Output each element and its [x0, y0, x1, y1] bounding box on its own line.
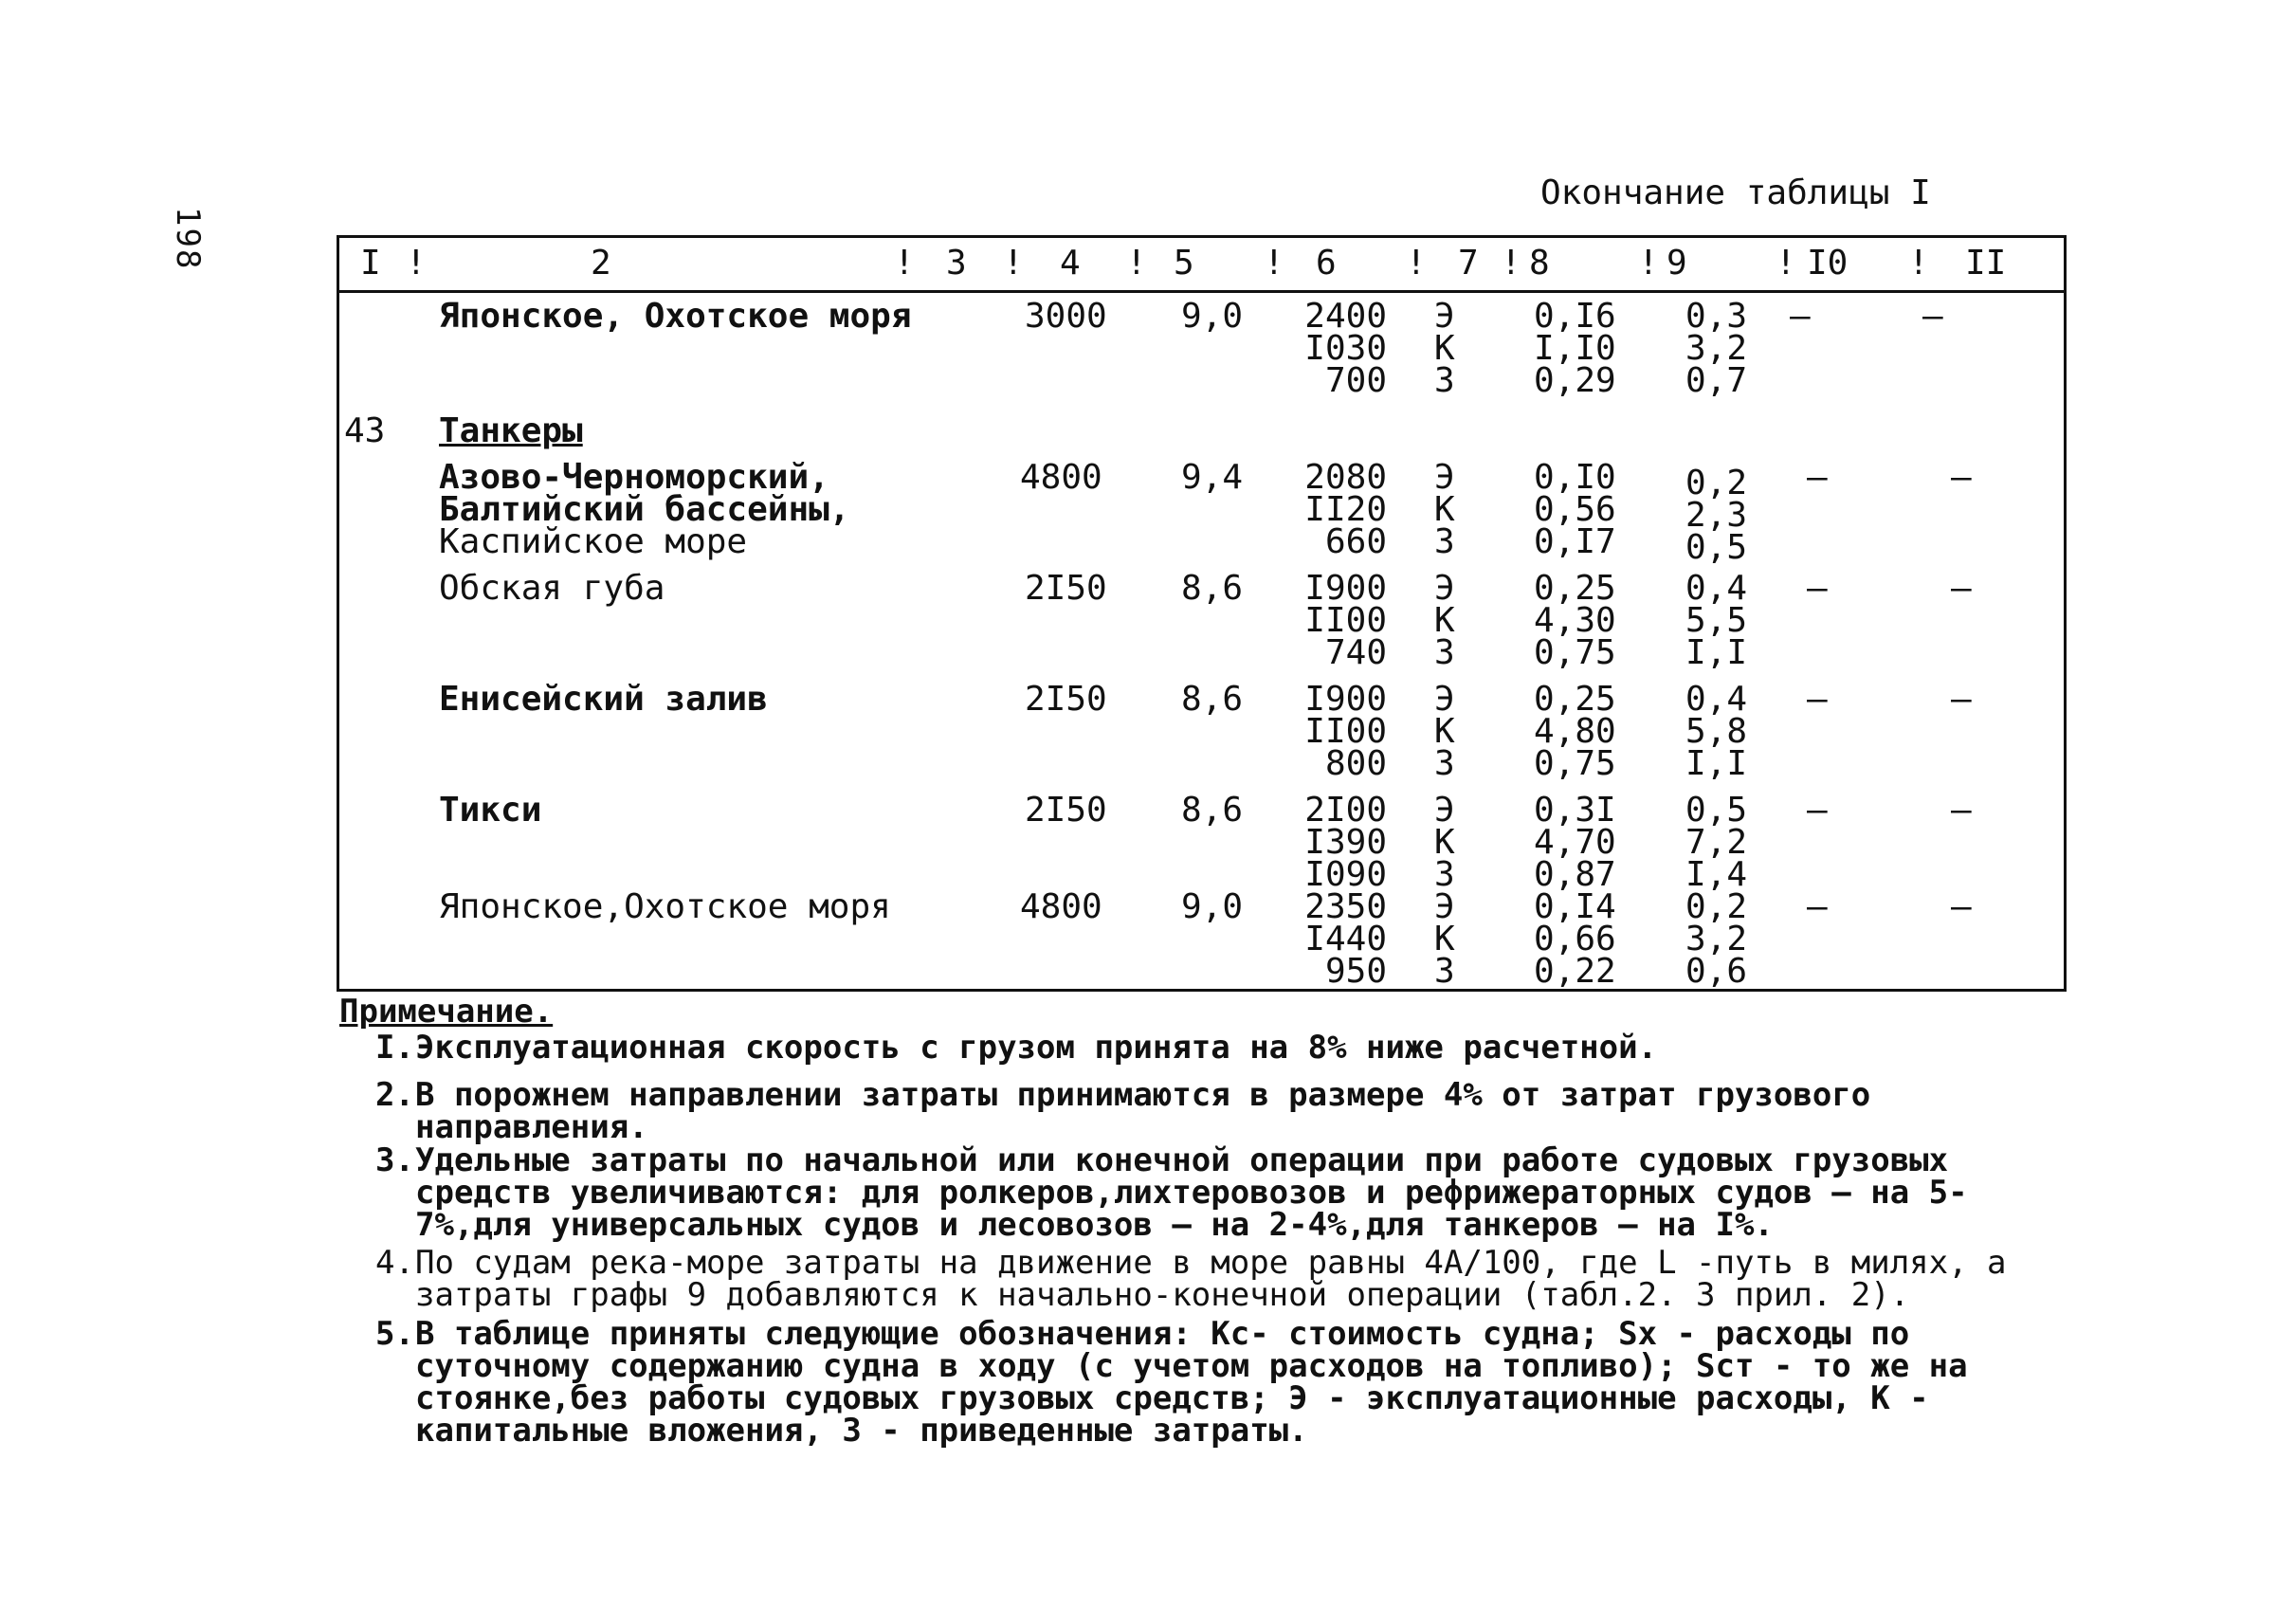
table-header-row: I ! 2 ! 3 ! 4 ! 5 ! 6 ! 7 ! 8 ! 9 ! I0 ! II — [339, 238, 2064, 293]
header-col-10: I0 — [1807, 244, 1849, 283]
header-col-11: II — [1965, 244, 2007, 283]
note-item: 3. Удельные затраты по начальной или конечной операции при работе судовых грузовых средств увеличиваются: для ролкеров,лихтеровозов и рефрижераторных судов – на 5-7%,для универсальных судов и лесовозов – на 2-4%,для танкеров – на I%. — [375, 1141, 1968, 1244]
page-number: 198 — [169, 207, 207, 271]
header-col-9: 9 — [1667, 244, 1687, 283]
group-title: Танкеры — [439, 411, 583, 450]
note-item: 4. По судам река-море затраты на движение в море равны 4A/100, где L -путь в милях, а затраты графы 9 добавляются к начально-конечной операции (табл.2. 3 прил. 2). — [375, 1244, 2007, 1314]
header-col-2: 2 — [591, 244, 611, 283]
header-col-1: I — [360, 244, 381, 283]
table-caption: Окончание таблицы I — [1540, 173, 1931, 212]
header-col-6: 6 — [1316, 244, 1337, 283]
note-item: 5. В таблице приняты следующие обозначения: Кс- стоимость судна; Sх - расходы по суточному содержанию судна в ходу (с учетом расходов на топливо); Sст - то же на стоянке,без работы судовых грузовых средств; Э - эксплуатационные расходы, К - капитальные вложения, З - приведенные затраты. — [375, 1315, 1968, 1450]
header-col-5: 5 — [1174, 244, 1194, 283]
note-item: I. Эксплуатационная скорость с грузом принята на 8% ниже расчетной. — [375, 1029, 1658, 1067]
header-col-4: 4 — [1060, 244, 1081, 283]
header-col-8: 8 — [1529, 244, 1550, 283]
note-item: 2. В порожнем направлении затраты принимаются в размере 4% от затрат грузового направления. — [375, 1076, 1871, 1146]
notes-title: Примечание. — [339, 993, 554, 1031]
group-number: 43 — [344, 411, 386, 450]
header-col-3: 3 — [946, 244, 967, 283]
data-table: I ! 2 ! 3 ! 4 ! 5 ! 6 ! 7 ! 8 ! 9 ! I0 ! II Японское, Охотское моря 3000 9,0 2400 I030 700 Э К З 0,I6 I,I0 0,29 0,3 3,2 0,7 – – 43 Танкеры Азово-Черноморский, Балтийский бассейны, Каспийское море 4800 9,4 2080 II20 660 Э К З 0,I0 0,56 0,I7 0,2 2,3 0,5 – – Обская губа 2I50 8,6 I900 II00 740 Э К З 0,25 4,30 0,75 0,4 5,5 I,I – – Енисейский залив 2I50 8,6 I900 II00 800 Э К З 0,25 4,80 0,75 0,4 5,8 I,I – – Тикси 2I50 8,6 2I00 I390 I090 Э К З 0,3I 4,70 0,87 0,5 7,2 I,4 – – Японское,Охотское моря 4800 9,0 2350 I440 950 Э К З 0,I4 0,66 0,22 0,2 3,2 0,6 – – — [337, 235, 2067, 992]
header-col-7: 7 — [1458, 244, 1479, 283]
